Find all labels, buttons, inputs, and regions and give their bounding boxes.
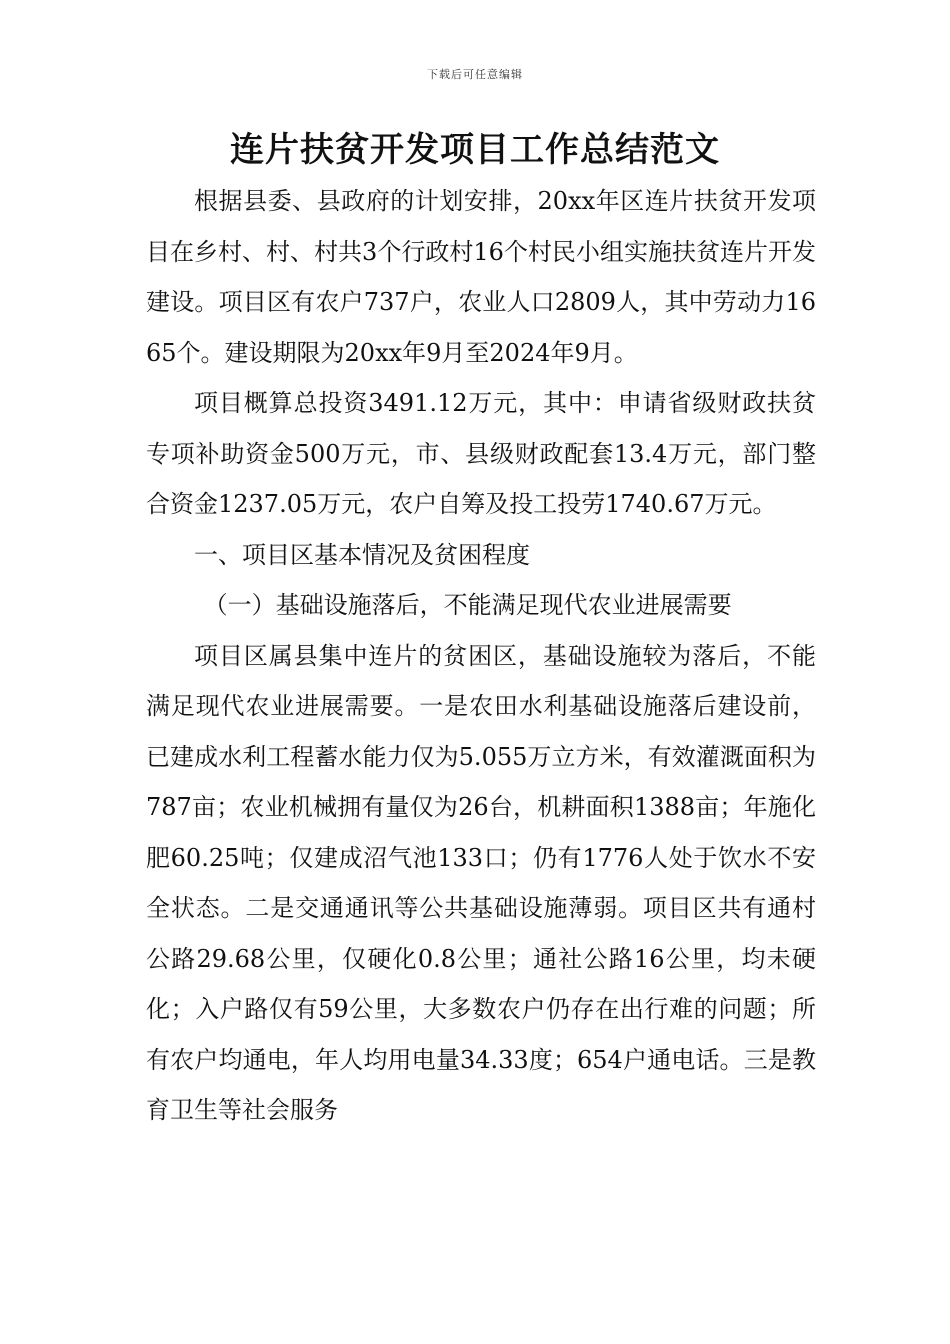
document-title: 连片扶贫开发项目工作总结范文 bbox=[230, 130, 720, 170]
paragraph-infrastructure: 项目区属县集中连片的贫困区，基础设施较为落后，不能满足现代农业进展需要。一是农田水利基础设施落后建设前，已建成水利工程蓄水能力仅为5.055万立方米，有效灌溉面积为787亩；农业机械拥有量仅为26台，机耕面积1388亩；年施化肥60.25吨；仅建成沼气池133口；仍有1776人处于饮水不安全状态。二是交通通讯等公共基础设施薄弱。项目区共有通村公路29.68公里，仅硬化0.8公里；通社公路16公里，均未硬化；入户路仅有59公里，大多数农户仍存在出行难的问题；所有农户均通电，年人均用电量34.33度；654户通电话。三是教育卫生等社会服务 bbox=[146, 641, 816, 1124]
paragraph-investment: 项目概算总投资3491.12万元，其中：申请省级财政扶贫专项补助资金500万元，市、县级财政配套13.4万元，部门整合资金1237.05万元，农户自筹及投工投劳1740.67万元。 bbox=[146, 389, 816, 518]
paragraph-intro: 根据县委、县政府的计划安排，20xx年区连片扶贫开发项目在乡村、村、村共3个行政村16个村民小组实施扶贫连片开发建设。项目区有农户737户，农业人口2809人，其中劳动力1665个。建设期限为20xx年9月至2024年9月。 bbox=[146, 187, 816, 367]
document-body bbox=[146, 176, 816, 1136]
subsection-heading: （一）基础设施落后，不能满足现代农业进展需要 bbox=[203, 591, 732, 619]
header-note: 下载后可任意编辑 bbox=[427, 68, 523, 81]
section-heading: 一、项目区基本情况及贫困程度 bbox=[194, 540, 530, 569]
